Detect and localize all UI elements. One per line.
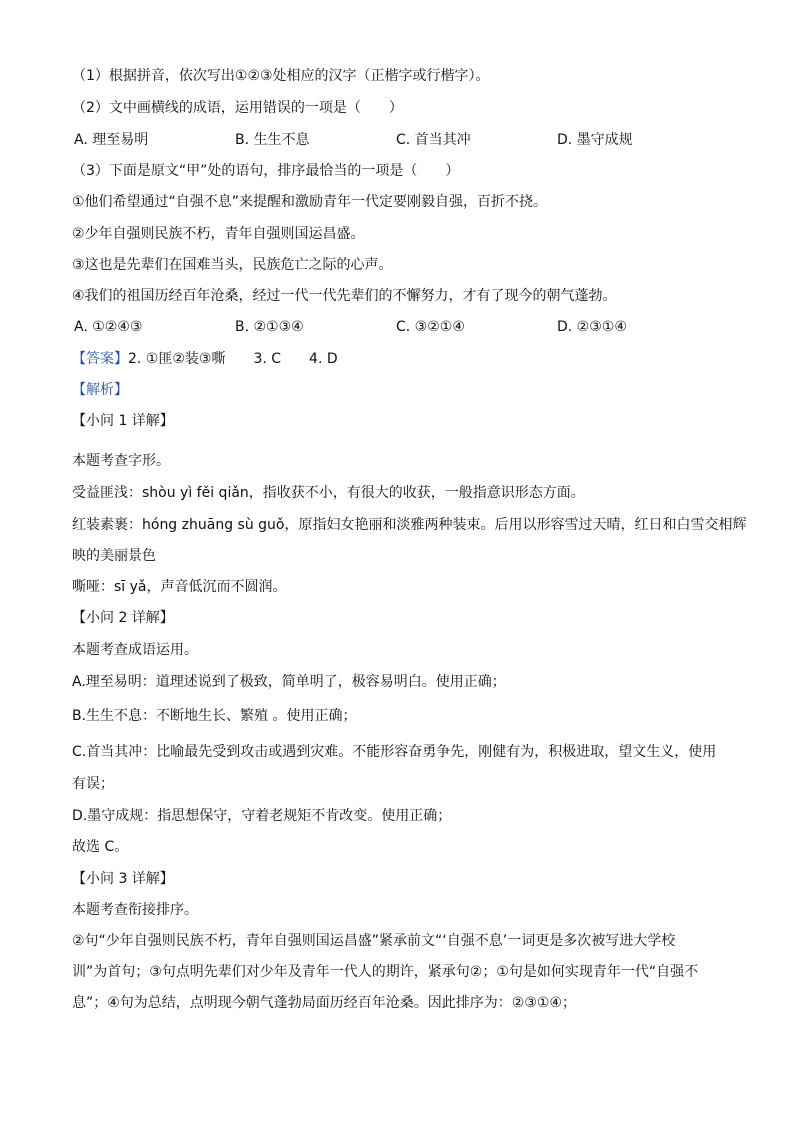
answer-text: 2. ①匪②装③嘶 3. C 4. D [128,351,338,367]
sub2-intro: 本题考查成语运用。 [72,642,198,658]
sub3-item-1: ②句“少年自强则民族不朽，青年自强则国运昌盛”紧承前文“‘自强不息’一词更是多次被写进大学校 [72,933,676,949]
question-2: （2）文中画横线的成语，运用错误的一项是（ ） [72,100,403,116]
sub3-heading: 【小问 3 详解】 [72,871,174,887]
q3-option-a: A. ①②④③ [74,319,143,335]
sub1-heading: 【小问 1 详解】 [72,413,174,429]
sub1-item-3: 嘶哑：sī yǎ，声音低沉而不圆润。 [72,579,287,595]
question-3: （3）下面是原文“甲”处的语句，排序最恰当的一项是（ ） [72,163,460,179]
sub2-item-d: D.墨守成规：指思想保守，守着老规矩不肯改变。使用正确； [72,808,452,824]
sub1-intro: 本题考查字形。 [72,453,170,469]
sub2-heading: 【小问 2 详解】 [72,610,174,626]
question-1: （1）根据拼音，依次写出①②③处相应的汉字（正楷字或行楷字）。 [72,68,490,84]
q2-option-a: A. 理至易明 [74,132,149,148]
q3-sentence-3: ③这也是先辈们在国难当头，民族危亡之际的心声。 [72,257,393,273]
q3-option-d: D. ②③①④ [557,319,627,335]
answer-line [72,349,724,369]
sub3-item-2: 训”为首句；③句点明先辈们对少年及青年一代人的期许，紧承句②；①句是如何实现青年一代“自强不 [72,964,699,980]
sub1-item-2-cont: 映的美丽景色 [72,548,156,564]
sub1-item-2: 红装素裹：hóng zhuāng sù guǒ，原指妇女艳丽和淡雅两种装束。后用以形容雪过天晴，红日和白雪交相辉 [72,517,747,533]
sub2-item-c-cont: 有误； [72,776,114,792]
sub2-item-b: B.生生不息：不断地生长、繁殖 。使用正确； [72,708,357,724]
sub2-item-a: A.理至易明：道理述说到了极致，简单明了，极容易明白。使用正确； [72,674,506,690]
answer-label: 【答案】 [72,351,128,367]
q2-option-b: B. 生生不息 [235,132,310,148]
sub3-item-3: 息”；④句为总结，点明现今朝气蓬勃局面历经百年沧桑。因此排序为：②③①④； [72,995,577,1011]
sub2-conclusion: 故选 C。 [72,839,129,855]
q2-option-c: C. 首当其冲 [396,132,471,148]
sub3-intro: 本题考查衔接排序。 [72,902,198,918]
analysis-label: 【解析】 [72,382,128,398]
q2-option-d: D. 墨守成规 [557,132,633,148]
q3-option-c: C. ③②①④ [396,319,465,335]
q3-option-b: B. ②①③④ [235,319,304,335]
q3-sentence-2: ②少年自强则民族不朽，青年自强则国运昌盛。 [72,226,365,242]
q3-sentence-1: ①他们希望通过“自强不息”来提醒和激励青年一代定要刚毅自强，百折不挠。 [72,194,548,210]
q3-sentence-4: ④我们的祖国历经百年沧桑，经过一代一代先辈们的不懈努力，才有了现今的朝气蓬勃。 [72,288,617,304]
sub1-item-1: 受益匪浅：shòu yì fěi qiǎn，指收获不小，有很大的收获，一般指意识形态方面。 [72,485,585,501]
sub2-item-c: C.首当其冲：比喻最先受到攻击或遇到灾难。不能形容奋勇争先，刚健有为，积极进取，望文生义，使用 [72,744,717,760]
